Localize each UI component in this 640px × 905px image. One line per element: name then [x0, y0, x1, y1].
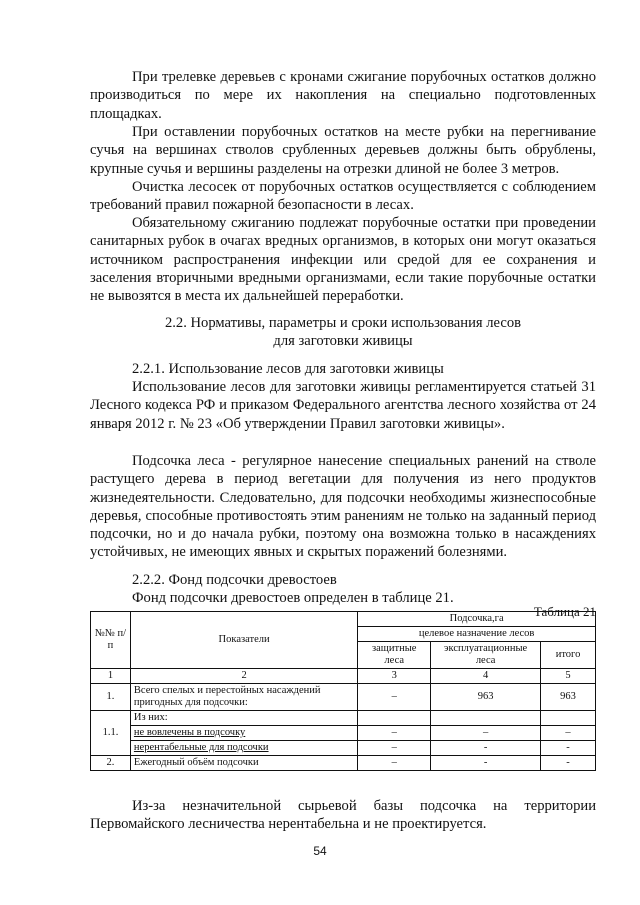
- header-group: Подсочка,га: [358, 612, 596, 627]
- row-label: Ежегодный объём подсочки: [130, 756, 357, 771]
- row-total: -: [541, 741, 596, 756]
- row-total: [541, 711, 596, 726]
- row-total: -: [541, 756, 596, 771]
- row-label: Всего спелых и перестойных насаждений пригодных для подсочки:: [130, 684, 357, 711]
- paragraph-resin-regulation: Использование лесов для заготовки живицы регламентируется статьей 31 Лесного кодекса РФ и приказом Федерального агентства лесного хозяйства от 24 января 2012 г. № 23 «Об утверждении Правил заготовки живицы».: [90, 379, 596, 432]
- row-protective: –: [358, 684, 431, 711]
- section-heading: [90, 314, 596, 351]
- paragraph-mandatory-burning: Обязательному сжиганию подлежат порубочные остатки при проведении санитарных рубок в очагах вредных организмов, в которых они могут оказаться источником распространения инфекции или средой для ее сохранения и заселения вторичными вредными организмами, если такие порубочные остатки не вывозятся в места их дальнейшей переработки.: [90, 215, 596, 305]
- row-exploitation: [431, 711, 541, 726]
- row-exploitation: -: [431, 741, 541, 756]
- page-number: 54: [313, 844, 327, 858]
- table-index-row: [91, 669, 596, 684]
- section-heading-line2: для заготовки живицы: [273, 333, 413, 350]
- tapping-fund-table: [90, 611, 596, 771]
- row-protective: [358, 711, 431, 726]
- row-label: нерентабельные для подсочки: [130, 741, 357, 756]
- index-cell: 4: [431, 669, 541, 684]
- row-num: 1.: [91, 684, 131, 711]
- row-exploitation: 963: [431, 684, 541, 711]
- table-caption: Таблица 21: [533, 604, 596, 619]
- index-cell: 5: [541, 669, 596, 684]
- row-total: –: [541, 726, 596, 741]
- header-col-exploitation: эксплуатационные леса: [431, 642, 541, 669]
- index-cell: 1: [91, 669, 131, 684]
- subsection-title-2-2-1: 2.2.1. Использование лесов для заготовки живицы: [132, 361, 444, 377]
- row-total: 963: [541, 684, 596, 711]
- subsection-title-2-2-2: 2.2.2. Фонд подсочки древостоев: [132, 572, 337, 588]
- row-label: Из них:: [130, 711, 357, 726]
- index-cell: 2: [130, 669, 357, 684]
- paragraph-tapping-definition: Подсочка леса - регулярное нанесение специальных ранений на стволе растущего дерева в период вегетации для получения из него продуктов жизнедеятельности. Следовательно, для подсочки необходимы жизнеспособные деревья, способные противостоять этим ранениям не только на заданный период подсочки, но и до начала рубки, поэтому она возможна только в насаждениях устойчивых, не имеющих явных и скрытых поражений болезнями.: [90, 453, 596, 561]
- table-row: [91, 711, 596, 726]
- paragraph-conclusion: Из-за незначительной сырьевой базы подсочка на территории Первомайского лесничества нерентабельна и не проектируется.: [90, 798, 596, 833]
- header-subgroup: целевое назначение лесов: [358, 627, 596, 642]
- table-row: [91, 756, 596, 771]
- table-row: [91, 741, 596, 756]
- table-row: [91, 684, 596, 711]
- row-protective: –: [358, 726, 431, 741]
- row-num: 2.: [91, 756, 131, 771]
- paragraph-table-reference: Фонд подсочки древостоев определен в таблице 21.: [132, 590, 454, 606]
- paragraph-burning-residues: При трелевке деревьев с кронами сжигание порубочных остатков должно производиться по мере их накопления на специально подготовленных площадках.: [90, 69, 596, 122]
- header-indicator: Показатели: [130, 612, 357, 669]
- row-label: не вовлечены в подсочку: [130, 726, 357, 741]
- table-row: [91, 726, 596, 741]
- table-header-row-1: [91, 612, 596, 627]
- row-num: 1.1.: [91, 711, 131, 756]
- row-exploitation: -: [431, 756, 541, 771]
- paragraph-clearing-cutting-areas: Очистка лесосек от порубочных остатков осуществляется с соблюдением требований правил пожарной безопасности в лесах.: [90, 179, 596, 214]
- header-num: №№ п/п: [91, 612, 131, 669]
- index-cell: 3: [358, 669, 431, 684]
- row-exploitation: –: [431, 726, 541, 741]
- header-col-total: итого: [541, 642, 596, 669]
- section-heading-line1: 2.2. Нормативы, параметры и сроки использования лесов: [164, 315, 522, 331]
- header-col-protective: защитные леса: [358, 642, 431, 669]
- paragraph-leaving-residues: При оставлении порубочных остатков на месте рубки на перегнивание сучья на вершинах стволов срубленных деревьев должны быть обрублены, крупные сучья и вершины разделены на отрезки длиной не более 3 метров.: [90, 124, 596, 177]
- row-protective: –: [358, 756, 431, 771]
- row-protective: –: [358, 741, 431, 756]
